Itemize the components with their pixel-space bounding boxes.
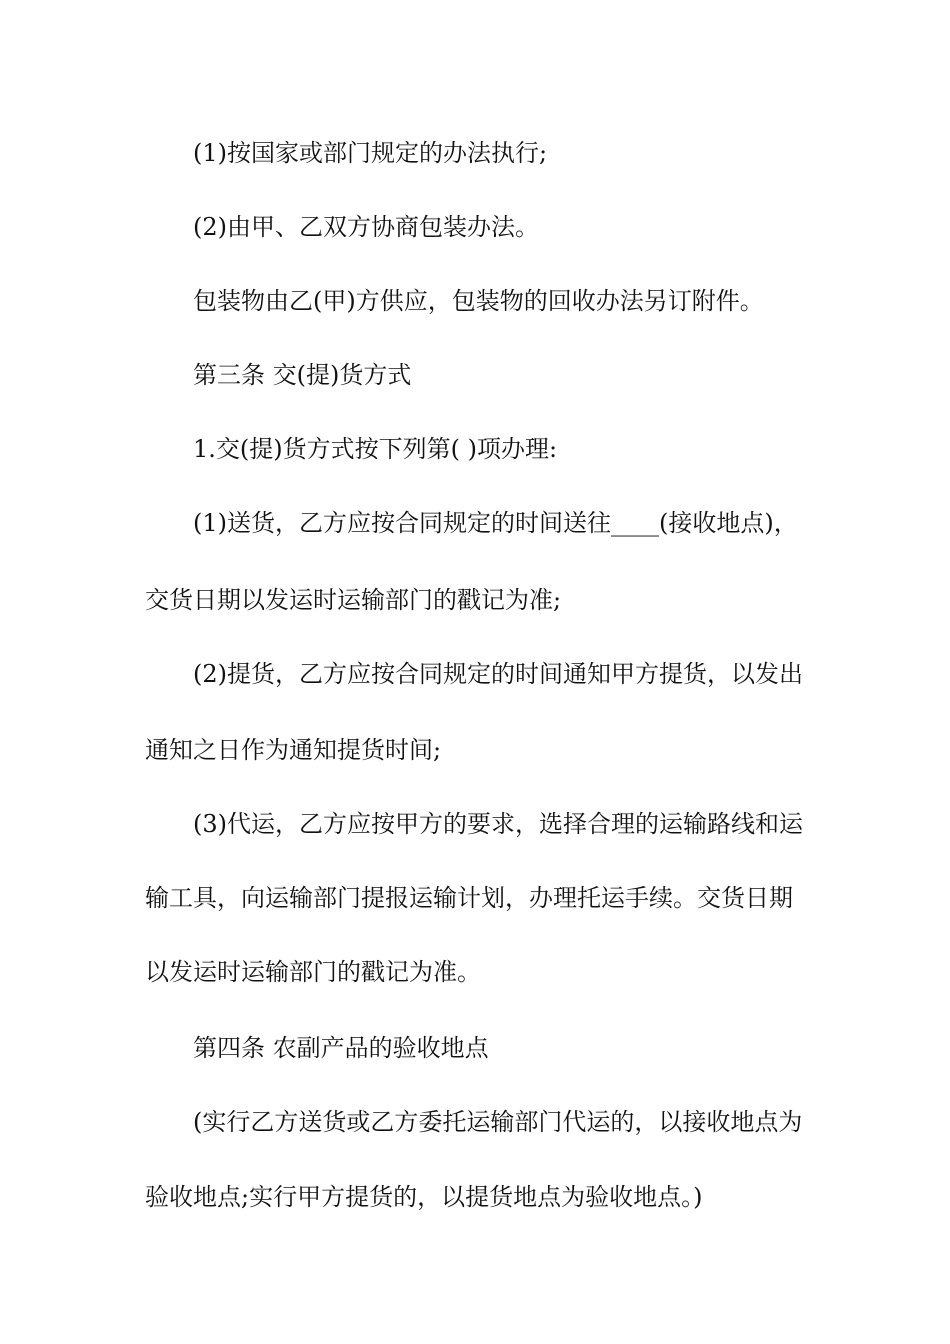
paragraph-line: 以发运时运输部门的戳记为准。 bbox=[145, 958, 481, 986]
section-heading: 第四条 农副产品的验收地点 bbox=[193, 1034, 489, 1062]
paragraph-line: (2)提货，乙方应按合同规定的时间通知甲方提货，以发出 bbox=[193, 660, 803, 688]
paragraph-line: 验收地点;实行甲方提货的，以提货地点为验收地点。) bbox=[145, 1183, 703, 1211]
paragraph-line: (2)由甲、乙双方协商包装办法。 bbox=[193, 213, 539, 241]
paragraph-line: 交货日期以发运时运输部门的戳记为准; bbox=[145, 586, 562, 614]
paragraph-line: 1.交(提)货方式按下列第( )项办理: bbox=[193, 435, 558, 463]
paragraph-line: (1)按国家或部门规定的办法执行; bbox=[193, 139, 548, 167]
paragraph-line: (实行乙方送货或乙方委托运输部门代运的，以接收地点为 bbox=[193, 1108, 803, 1136]
paragraph-line: 输工具，向运输部门提报运输计划，办理托运手续。交货日期 bbox=[145, 884, 793, 912]
paragraph-line: (1)送货，乙方应按合同规定的时间送往____(接收地点)， bbox=[193, 509, 798, 537]
paragraph-line: (3)代运，乙方应按甲方的要求，选择合理的运输路线和运 bbox=[193, 810, 803, 838]
paragraph-line: 包装物由乙(甲)方供应，包装物的回收办法另订附件。 bbox=[193, 287, 764, 315]
paragraph-line: 通知之日作为通知提货时间; bbox=[145, 736, 442, 764]
section-heading: 第三条 交(提)货方式 bbox=[193, 361, 412, 389]
